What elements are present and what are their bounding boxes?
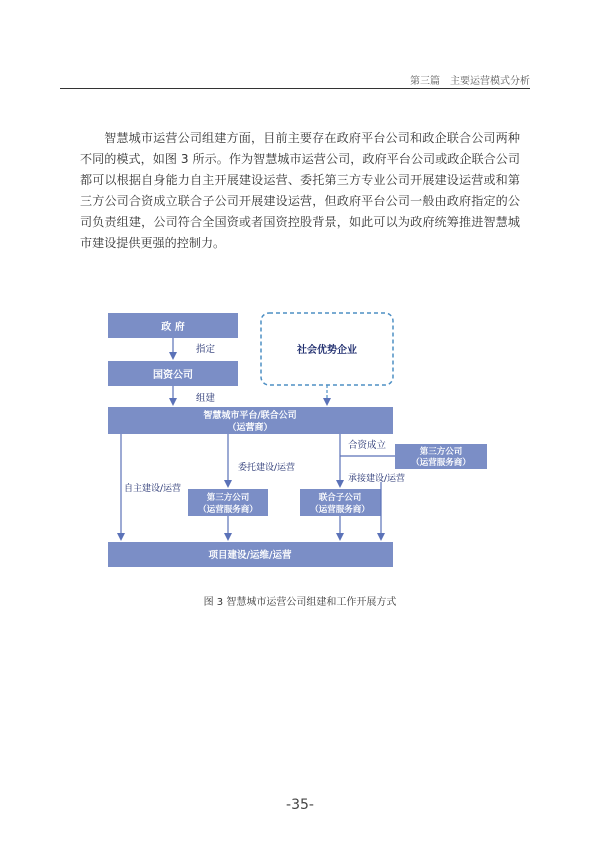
figure-caption: 图 3 智慧城市运营公司组建和工作开展方式 (203, 597, 397, 608)
label-self-build: 自主建设/运营 (124, 484, 182, 494)
label-undertake: 承接建设/运营 (348, 474, 406, 484)
social-enterprise-label: 社会优势企业 (297, 345, 357, 356)
page-number: -35- (286, 797, 314, 813)
label-entrust: 委托建设/运营 (238, 463, 296, 473)
state-company-label: 国资公司 (153, 370, 193, 381)
third-party-b-line2: （运营服务商） (411, 458, 471, 468)
third-party-a-line1: 第三方公司 (206, 493, 250, 503)
joint-sub-line2: （运营服务商） (310, 505, 370, 515)
label-establish: 组建 (196, 393, 216, 404)
third-party-b-line1: 第三方公司 (419, 447, 463, 457)
joint-sub-line1: 联合子公司 (318, 493, 362, 503)
platform-label-line2: （运营商） (227, 423, 273, 433)
platform-label-line1: 智慧城市平台/联合公司 (203, 411, 297, 421)
government-label: 政 府 (161, 322, 185, 333)
label-designate: 指定 (196, 344, 216, 355)
header-rule (60, 88, 530, 89)
project-label: 项目建设/运维/运营 (208, 550, 292, 561)
running-header: 第三篇 主要运营模式分析 (410, 76, 530, 87)
label-joint-venture: 合资成立 (348, 440, 387, 451)
body-paragraph: 智慧城市运营公司组建方面，目前主要存在政府平台公司和政企联合公司两种不同的模式，如图 3 所示。作为智慧城市运营公司，政府平台公司或政企联合公司都可以根据自身能力自主开展建设运营、委托第三方专业公司开展建设运营或和第三方公司合资成立联合子公司开展建设运营，但政府平台公司一般由政府指定的公司负责组建，公司符合全国资或者国资控股背景，如此可以为政府统筹推进智慧城市建设提供更强的控制力。 (80, 131, 520, 250)
third-party-a-line2: （运营服务商） (198, 505, 258, 515)
